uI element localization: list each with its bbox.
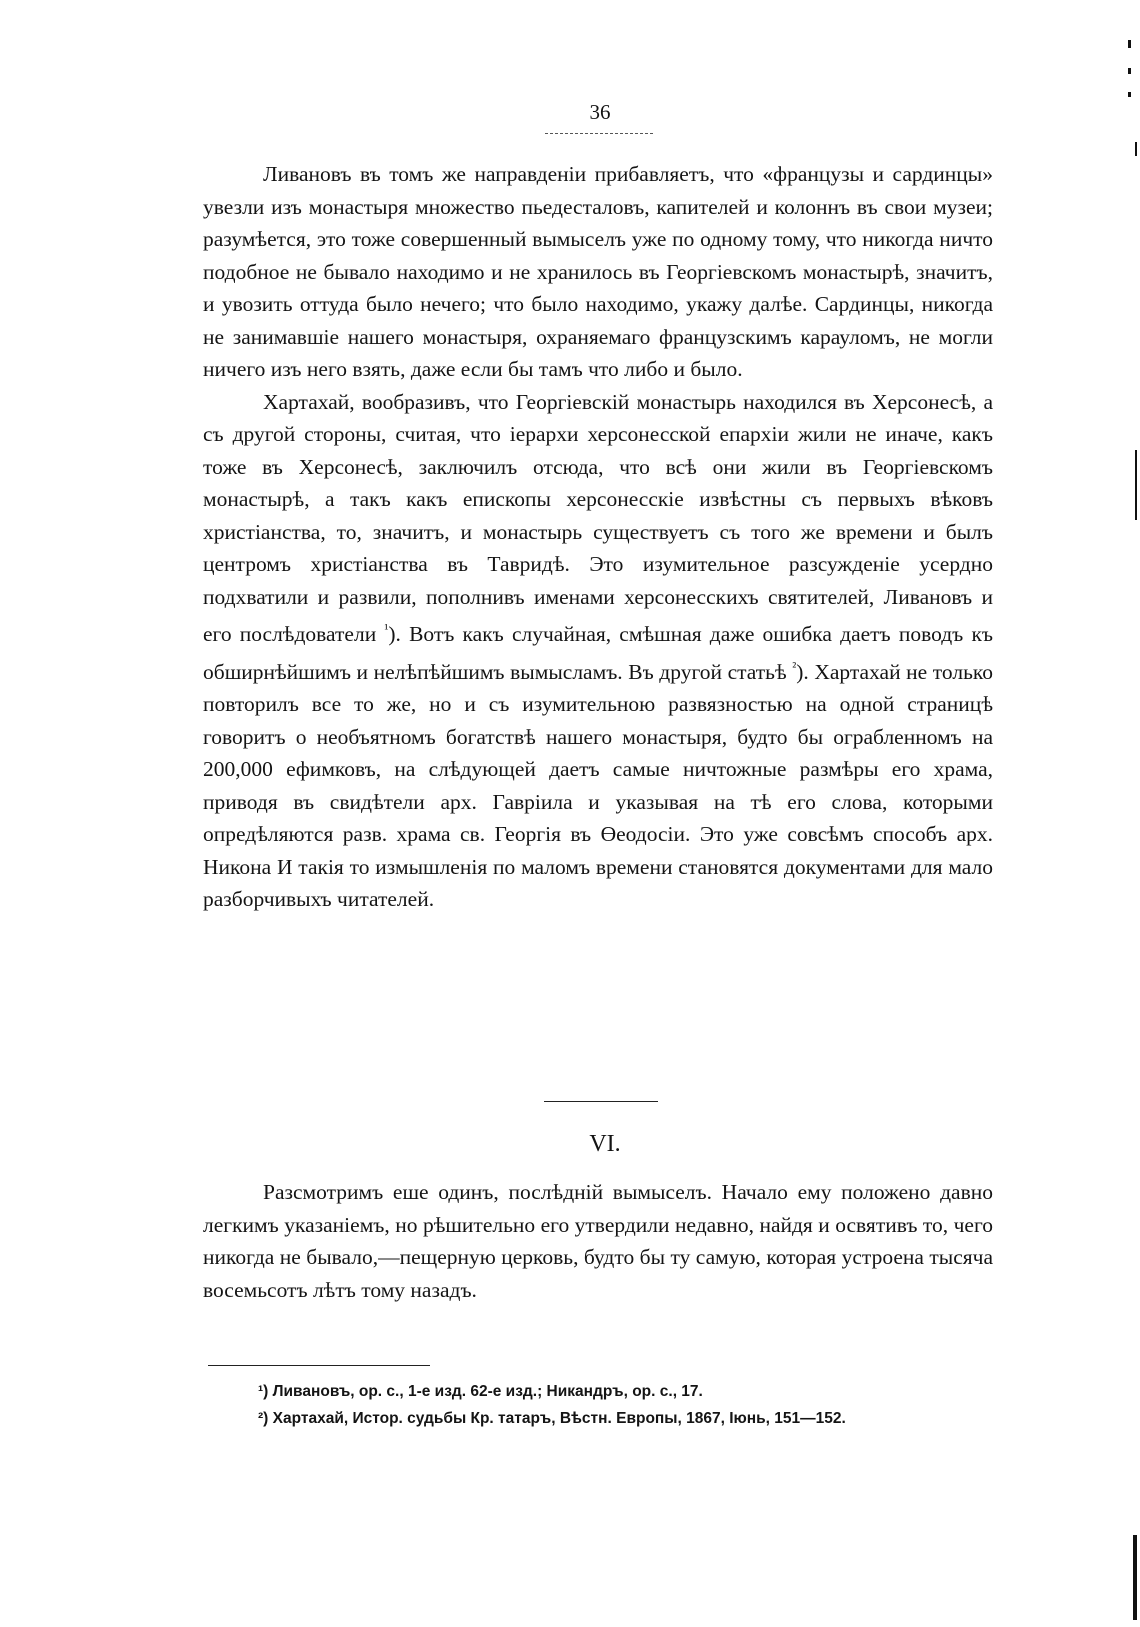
footnote-2-text: Хартахай, Истор. судьбы Кр. татаръ, Вѣстн. Европы, 1867, Іюнь, 151—152. <box>272 1410 846 1427</box>
header-rule <box>545 133 653 134</box>
scan-mark <box>1128 68 1131 74</box>
footnote-rule <box>208 1365 430 1366</box>
scan-mark <box>1128 92 1131 97</box>
section-divider <box>544 1101 658 1102</box>
scan-mark <box>1135 142 1137 156</box>
scan-mark <box>1135 450 1137 520</box>
page-number: 36 <box>589 100 611 124</box>
section-text <box>203 1176 993 1306</box>
footnote-ref-2: ² <box>792 658 797 674</box>
footnote-1-text: Ливановъ, ор. с., 1-е изд. 62-е изд.; Никандръ, ор. с., 17. <box>272 1383 703 1400</box>
paragraph-2-part-a: Хартахай, вообразивъ, что Георгіевскій монастырь находился въ Херсонесѣ, а съ другой стороны, считая, что іерархи херсонесской епархіи жили не иначе, какъ тоже въ Херсонесѣ, заключилъ отсюда, что всѣ они жили въ Георгіевскомъ монастырѣ, а такъ какъ епископы херсонесскіе извѣстны съ первыхъ вѣковъ христіанства, то, значитъ, и монастырь существуетъ съ того же времени и былъ центромъ христіанства въ Тавридѣ. Это изумительное разсужденіе усердно подхватили и развили, пополнивъ именами херсонесскихъ святителей, Ливановъ и его послѣдователи <box>203 389 993 647</box>
footnote-2-marker: ²) <box>258 1410 269 1427</box>
paragraph-1: Ливановъ въ томъ же направденіи прибавляетъ, что «французы и сардинцы» увезли изъ монастыря множество пьедесталовъ, капителей и колоннъ въ свои музеи; разумѣется, это тоже совершенный вымыселъ уже по одному тому, что никогда ничто подобное не бывало находимо и не хранилось въ Георгіевскомъ монастырѣ, значитъ, и увозить оттуда было нечего; что было находимо, укажу далѣе. Сардинцы, никогда не занимавшіе нашего монастыря, охраняемаго французскимъ карауломъ, не могли ничего изъ него взять, даже если бы тамъ что либо и было. <box>203 162 993 381</box>
footnote-ref-1: ¹ <box>384 621 389 636</box>
footnotes <box>258 1378 958 1432</box>
scan-mark <box>1133 1535 1137 1620</box>
footnote-2 <box>258 1405 958 1432</box>
section-heading: VI. <box>589 1131 621 1157</box>
main-text <box>203 158 993 916</box>
scan-mark <box>1128 40 1131 48</box>
paragraph-2-part-c: ). Хартахай не только повторилъ все то же, но и съ изумительною развязностью на одной страницѣ говоритъ о необъятномъ богатствѣ нашего монастыря, будто бы ограбленномъ на 200,000 ефимковъ, на слѣдующей даетъ самые ничтожные размѣры его храма, приводя въ свидѣтели арх. Гавріила и указывая на тѣ его слова, которыми опредѣляются разв. храма св. Георгія въ Өеодосіи. Это уже совсѣмъ способъ арх. Никона И такія то измышленія по маломъ времени становятся документами для мало разборчивыхъ читателей. <box>203 659 994 912</box>
section-paragraph: Разсмотримъ еше одинъ, послѣдній вымыселъ. Начало ему положено давно легкимъ указаніемъ, но рѣшительно его утвердили недавно, найдя и освятивъ то, чего никогда не бывало,—пещерную церковь, будто бы ту самую, которая устроена тысяча восемьсотъ лѣтъ тому назадъ. <box>203 1180 993 1302</box>
paragraph-2-part-b: ). Вотъ какъ случайная, смѣшная даже ошибка даетъ поводъ къ обширнѣйшимъ и нелѣпѣйшимъ вымысламъ. Въ другой статьѣ <box>203 622 994 684</box>
paragraph-2 <box>203 386 993 916</box>
footnote-1 <box>258 1378 958 1405</box>
footnote-1-marker: ¹) <box>258 1383 269 1400</box>
